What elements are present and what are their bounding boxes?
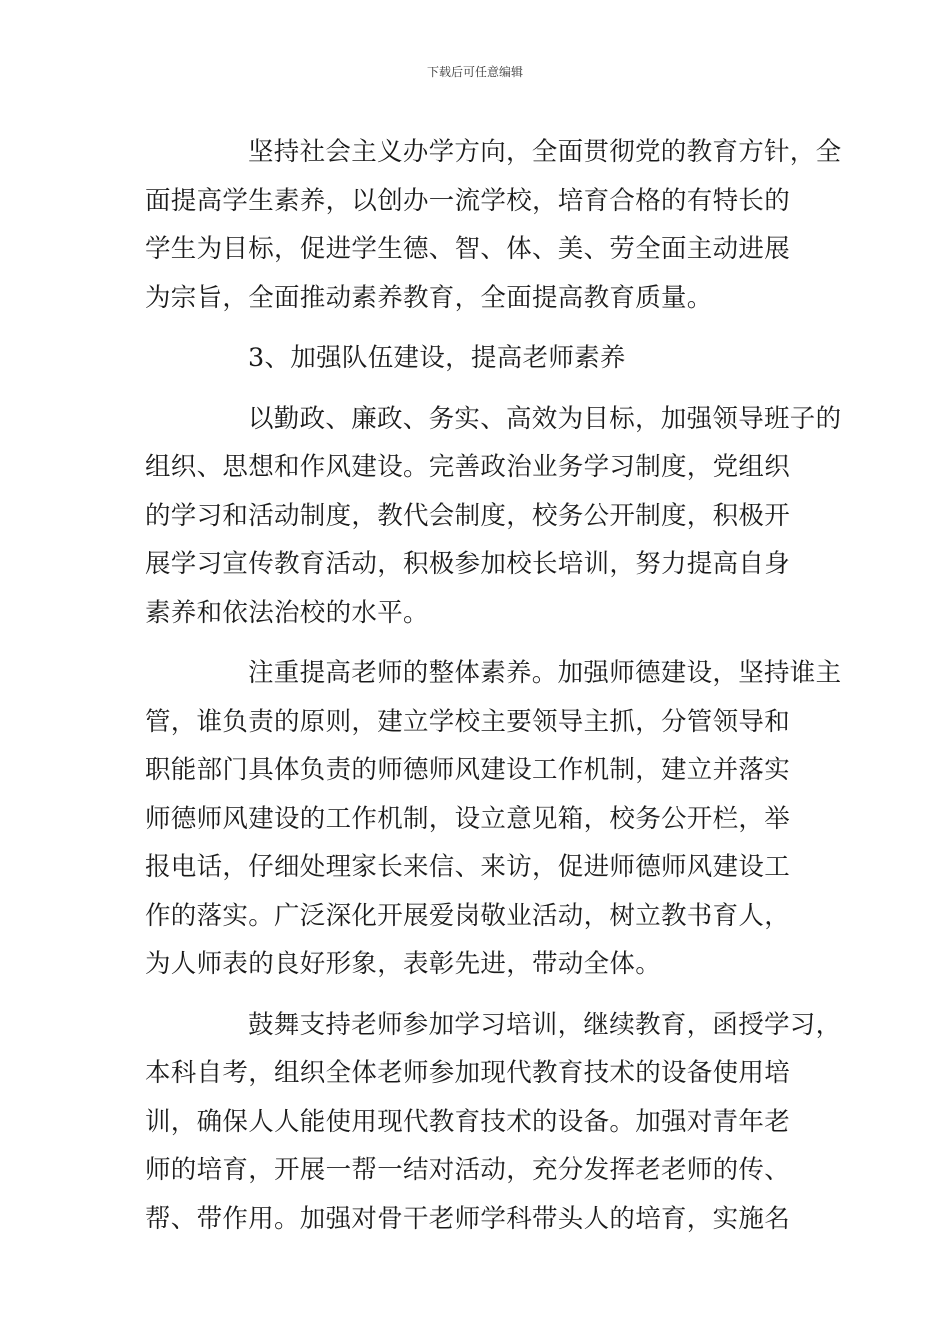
paragraph-leadership [145,395,842,638]
text-line: 师的培育，开展一帮一结对活动，充分发挥老老师的传、 [145,1155,791,1185]
document-body [145,128,842,1255]
text-line: 坚持社会主义办学方向，全面贯彻党的教育方针，全 [248,137,842,167]
text-line: 以勤政、廉政、务实、高效为目标，加强领导班子的 [248,403,842,434]
text-line: 素养和依法治校的水平。 [145,597,429,628]
text-line: 为宗旨，全面推动素养教育，全面提高教育质量。 [145,282,713,313]
text-line: 训，确保人人能使用现代教育技术的设备。加强对青年老 [145,1106,791,1137]
text-line: 作的落实。广泛深化开展爱岗敬业活动，树立教书育人， [145,900,791,931]
paragraph-teacher-training [145,1001,842,1244]
text-line: 面提高学生素养，以创办一流学校，培育合格的有特长的 [145,185,791,216]
text-line: 的学习和活动制度，教代会制度，校务公开制度，积极开 [145,500,791,531]
text-line: 鼓舞支持老师参加学习培训，继续教育，函授学习， [248,1009,842,1040]
paragraph-teacher-ethics [145,649,842,989]
text-line: 报电话，仔细处理家长来信、来访，促进师德师风建设工 [145,852,791,882]
text-line: 本科自考，组织全体老师参加现代教育技术的设备使用培 [145,1058,791,1088]
page-header: 下载后可任意编辑 [426,65,523,79]
section-heading-team-building [145,334,810,383]
text-line: 组织、思想和作风建设。完善政治业务学习制度，党组织 [145,452,791,482]
text-line: 帮、带作用。加强对骨干老师学科带头人的培育，实施名 [145,1203,791,1234]
text-line: 展学习宣传教育活动，积极参加校长培训，努力提高自身 [145,549,791,579]
paragraph-school-direction [145,128,842,322]
text-line: 管，谁负责的原则，建立学校主要领导主抓，分管领导和 [145,706,791,737]
text-line: 注重提高老师的整体素养。加强师德建设，坚持谁主 [248,658,842,688]
text-line: 学生为目标，促进学生德、智、体、美、劳全面主动进展 [145,234,791,264]
text-line: 3、加强队伍建设，提高老师素养 [248,343,626,373]
text-line: 师德师风建设的工作机制，设立意见箱，校务公开栏，举 [145,803,791,834]
text-line: 职能部门具体负责的师德师风建设工作机制，建立并落实 [145,755,791,785]
text-line: 为人师表的良好形象，表彰先进，带动全体。 [145,949,662,979]
